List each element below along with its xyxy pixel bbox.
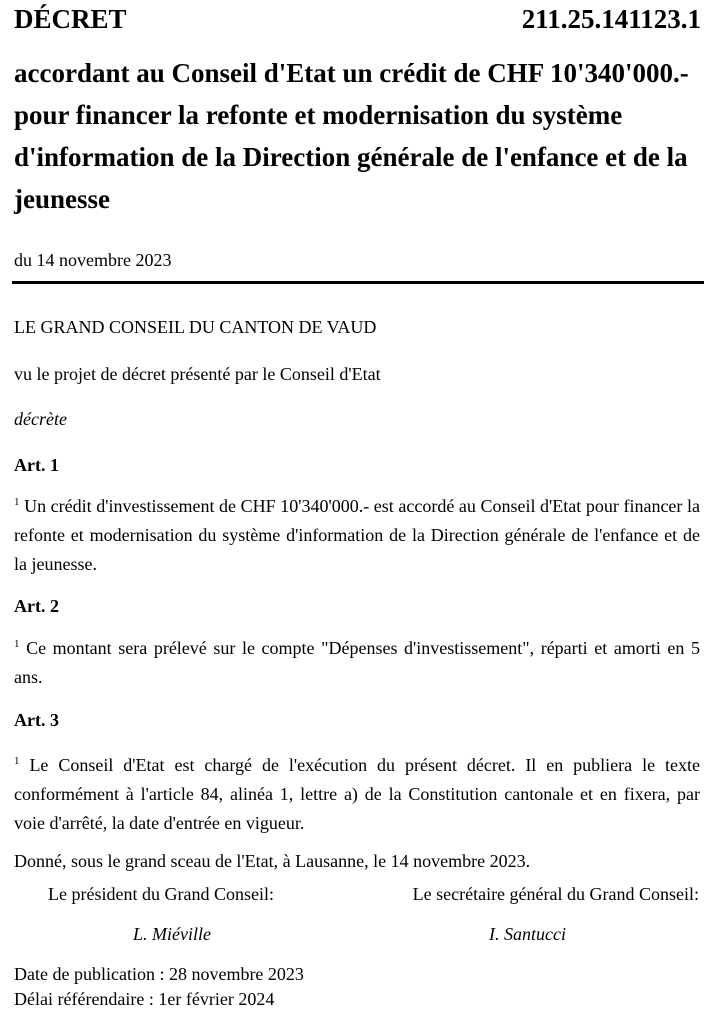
article-2-paragraph [14,634,700,692]
decree-date: du 14 novembre 2023 [14,250,172,270]
secretary-title: Le secrétaire général du Grand Conseil: [412,884,699,904]
article-2-heading: Art. 2 [14,596,59,616]
referendum-deadline: Délai référendaire : 1er février 2024 [14,989,275,1009]
paragraph-mark: 1 [14,496,20,508]
document-type: DÉCRET [14,4,127,34]
article-1-heading: Art. 1 [14,455,59,475]
authority-line: LE GRAND CONSEIL DU CANTON DE VAUD [14,317,377,337]
secretary-name: I. Santucci [489,924,566,944]
article-1-text: Un crédit d'investissement de CHF 10'340'000.- est accordé au Conseil d'Etat pour financer la refonte et modernisation du système d'information de la Direction générale de l'enfance et de la jeunesse. [14,496,700,574]
article-3-paragraph [14,751,700,838]
article-3-heading: Art. 3 [14,710,59,730]
article-2-text: Ce montant sera prélevé sur le compte "Dépenses d'investissement", réparti et amorti en 5 ans. [14,638,700,687]
president-name: L. Miéville [133,924,211,944]
horizontal-rule [12,281,704,284]
president-title: Le président du Grand Conseil: [48,884,274,904]
decree-title: accordant au Conseil d'Etat un crédit de CHF 10'340'000.- pour financer la refonte et modernisation du système d'information de la Direction générale de l'enfance et de la jeunesse [14,58,689,214]
article-3-text: Le Conseil d'Etat est chargé de l'exécution du présent décret. Il en publiera le texte conformément à l'article 84, alinéa 1, lettre a) de la Constitution cantonale et en fixera, par voie d'arrêté, la date d'entrée en vigueur. [14,755,700,833]
given-line: Donné, sous le grand sceau de l'Etat, à Lausanne, le 14 novembre 2023. [14,851,531,871]
publication-date: Date de publication : 28 novembre 2023 [14,964,304,984]
preamble-line: vu le projet de décret présenté par le Conseil d'Etat [14,364,381,384]
enacts-line: décrète [14,409,67,429]
paragraph-mark: 1 [14,638,20,650]
document-number: 211.25.141123.1 [521,4,701,34]
paragraph-mark: 1 [14,755,20,767]
article-1-paragraph [14,492,700,579]
